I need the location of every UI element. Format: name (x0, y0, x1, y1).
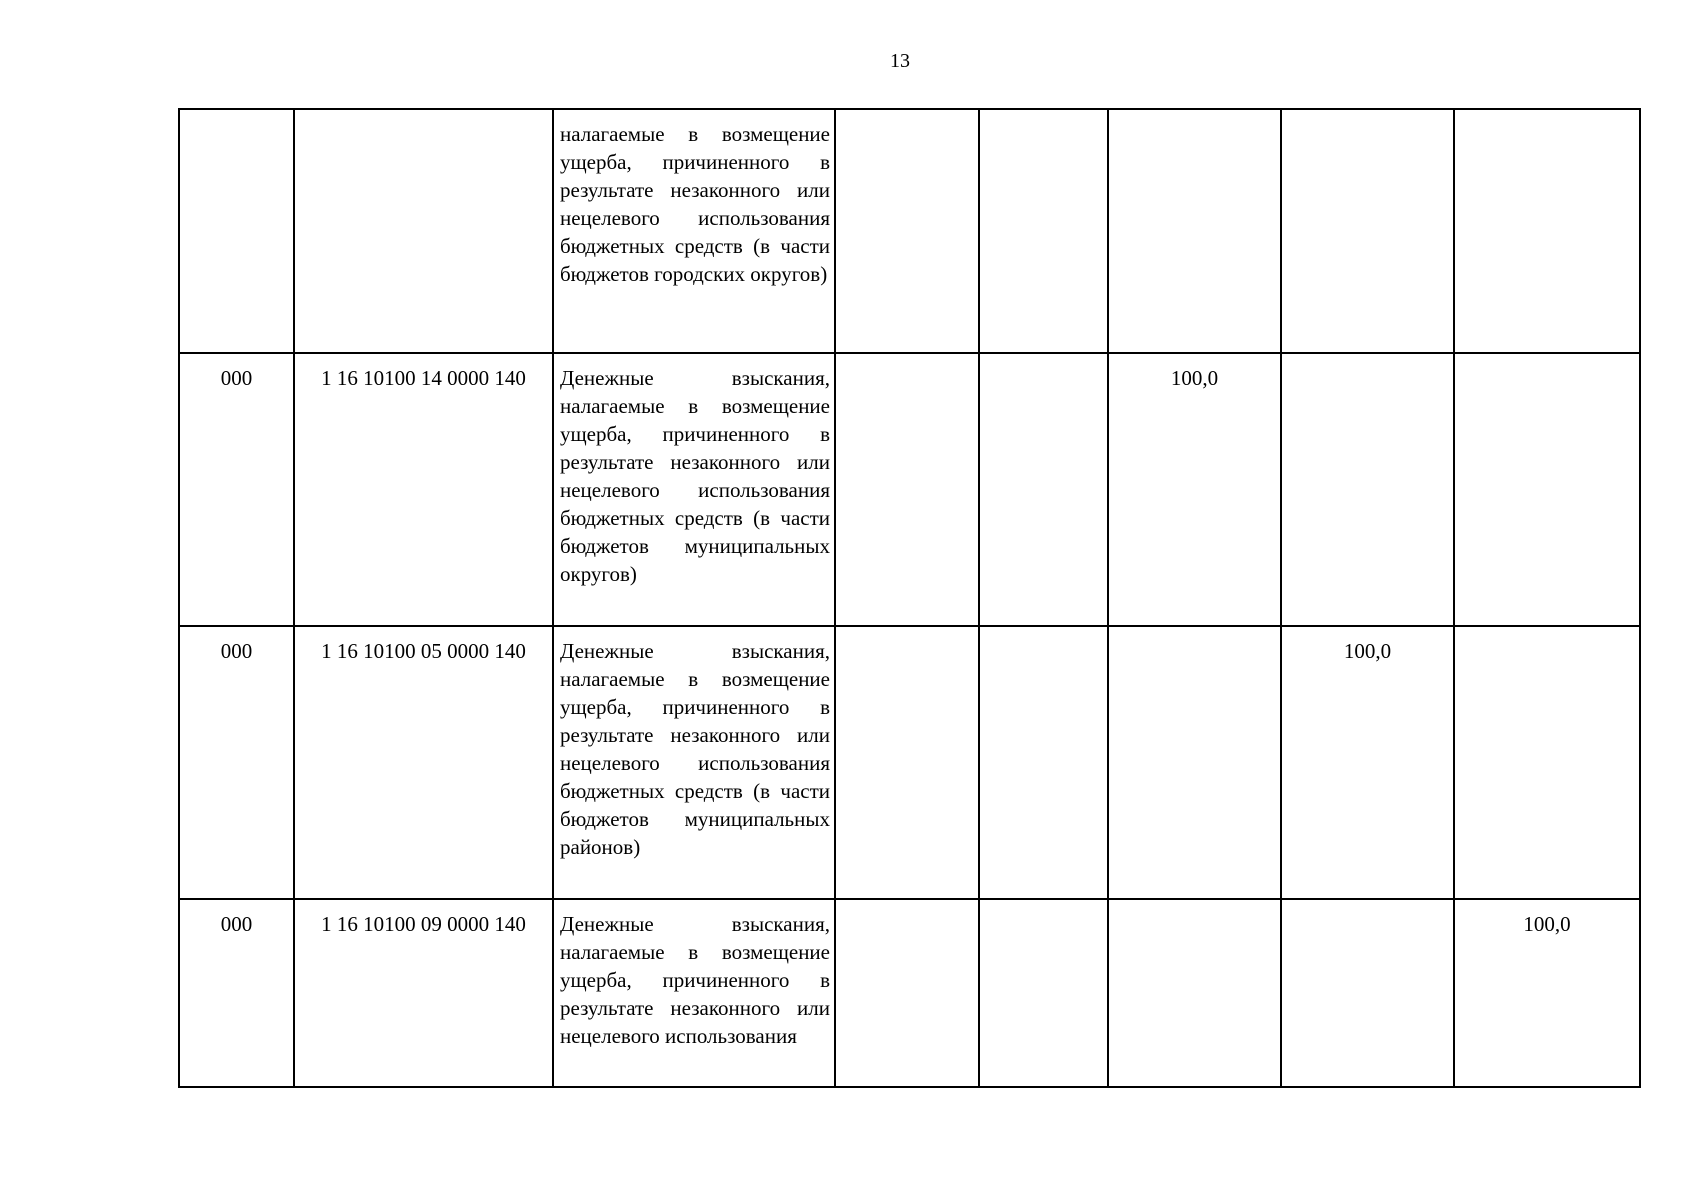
value-cell-6 (1108, 899, 1281, 1087)
value-cell-4 (835, 109, 979, 353)
table-row (179, 109, 1640, 353)
value-cell-5 (979, 899, 1108, 1087)
value-cell-7 (1281, 353, 1454, 626)
table-row (179, 353, 1640, 626)
code-cell: 000 (179, 899, 294, 1087)
code-cell: 000 (179, 353, 294, 626)
value-cell-8: 100,0 (1454, 899, 1640, 1087)
table-row (179, 899, 1640, 1087)
description-cell: Денежные взыскания, налагаемые в возмещение ущерба, причиненного в результате незаконного или нецелевого использования (553, 899, 835, 1087)
value-cell-5 (979, 626, 1108, 899)
value-cell-7 (1281, 899, 1454, 1087)
value-cell-7 (1281, 109, 1454, 353)
table-row (179, 626, 1640, 899)
value-cell-8 (1454, 353, 1640, 626)
value-cell-8 (1454, 109, 1640, 353)
page-number: 13 (890, 50, 910, 72)
kbk-cell: 1 16 10100 09 0000 140 (294, 899, 553, 1087)
value-cell-4 (835, 626, 979, 899)
description-cell: Денежные взыскания, налагаемые в возмещение ущерба, причиненного в результате незаконного или нецелевого использования бюджетных средств (в части бюджетов муниципальных районов) (553, 626, 835, 899)
code-cell: 000 (179, 626, 294, 899)
value-cell-7: 100,0 (1281, 626, 1454, 899)
kbk-cell (294, 109, 553, 353)
value-cell-5 (979, 109, 1108, 353)
description-cell: Денежные взыскания, налагаемые в возмещение ущерба, причиненного в результате незаконного или нецелевого использования бюджетных средств (в части бюджетов муниципальных округов) (553, 353, 835, 626)
value-cell-6 (1108, 109, 1281, 353)
kbk-cell: 1 16 10100 05 0000 140 (294, 626, 553, 899)
value-cell-5 (979, 353, 1108, 626)
code-cell (179, 109, 294, 353)
value-cell-4 (835, 353, 979, 626)
description-cell: налагаемые в возмещение ущерба, причиненного в результате незаконного или нецелевого использования бюджетных средств (в части бюджетов городских округов) (553, 109, 835, 353)
value-cell-4 (835, 899, 979, 1087)
budget-table (178, 108, 1641, 1088)
value-cell-6 (1108, 626, 1281, 899)
value-cell-8 (1454, 626, 1640, 899)
kbk-cell: 1 16 10100 14 0000 140 (294, 353, 553, 626)
value-cell-6: 100,0 (1108, 353, 1281, 626)
